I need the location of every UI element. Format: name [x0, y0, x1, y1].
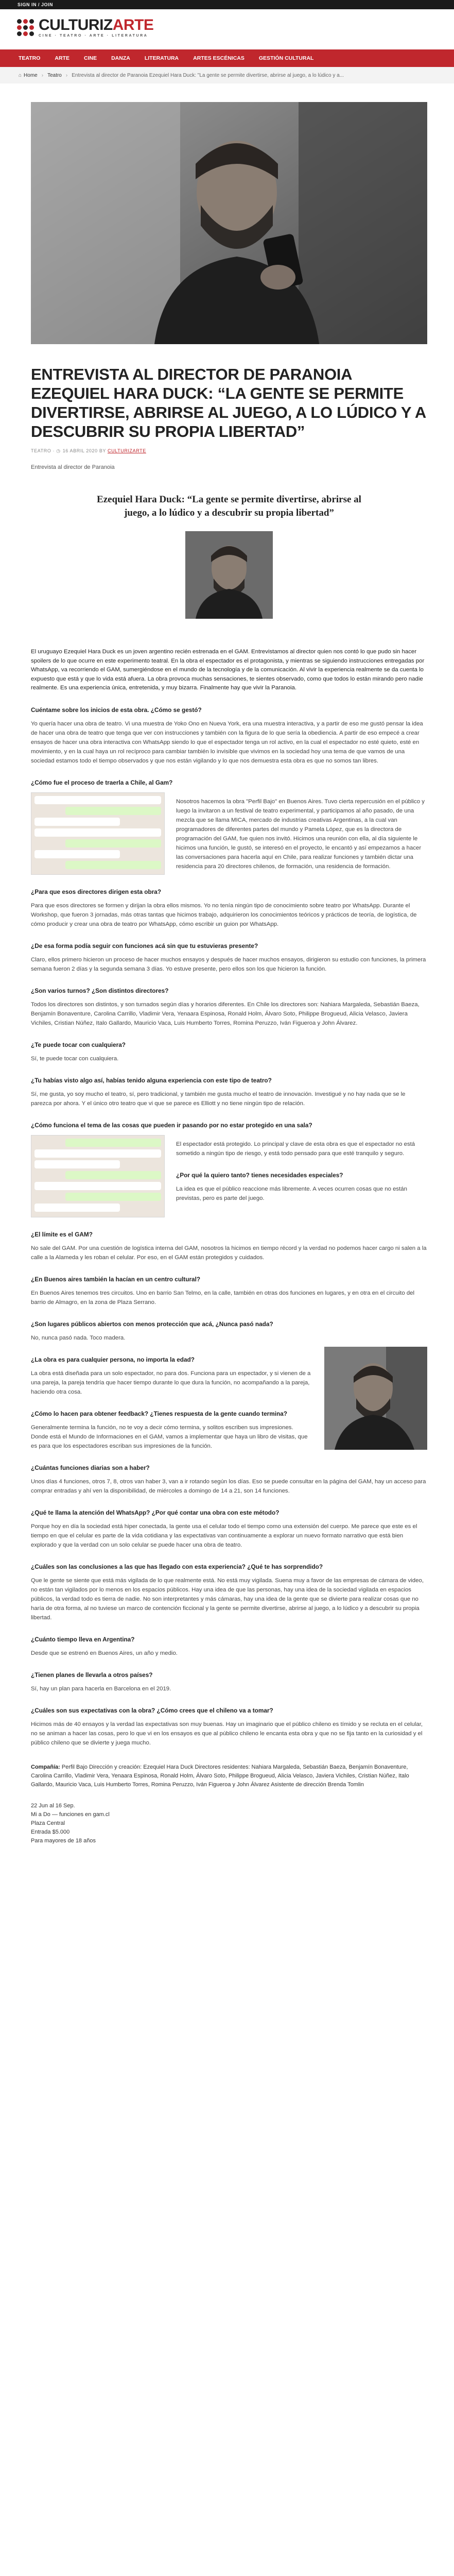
article-author-link[interactable]: CULTURIZARTE — [107, 448, 146, 453]
answer: La idea es que el público reaccione más libremente. A veces ocurren cosas que no están previstas, pero es parte del juego. — [176, 1185, 407, 1201]
question: ¿Cuáles son las conclusiones a las que has llegado con esta experiencia? ¿Qué te has sorprendido? — [31, 1563, 323, 1570]
question: ¿En Buenos aires también la hacían en un centro cultural? — [31, 1275, 201, 1283]
answer: No, nunca pasó nada. Toco madera. — [31, 1334, 126, 1341]
top-bar — [0, 0, 454, 9]
question: ¿Qué te llama la atención del WhatsApp? ¿Por qué contar una obra con este método? — [31, 1509, 280, 1516]
question: ¿Cómo lo hacen para obtener feedback? ¿Tienes respuesta de la gente cuando termina? — [31, 1410, 287, 1417]
question: ¿De esa forma podía seguir con funciones acá sin que tu estuvieras presente? — [31, 942, 258, 950]
breadcrumb-current: Entrevista al director de Paranoia Ezequiel Hara Duck: "La gente se permite divertirse, abrirse al juego, a lo lúdico y a... — [72, 72, 344, 78]
credits-text: Perfil Bajo Dirección y creación: Ezequiel Hara Duck Directores residentes: Nahiara Margaleda, Sebastián Baeza, Benjamín Bonaventure, Carolina Carrillo, Vladimir Vera, Yenaara Espinosa, Ronald Holm, Álvaro Soto, Philippe Brogueud, Alicia Velasco, Javiera Vichiles, Cristian Núñez, Italo Gallardo, Mauricio Vaca, Luis Humberto Torres, Romina Peruzzo, Iván Figueroa y John Álvarez Asistente de dirección Brenda Tomlin — [31, 1764, 409, 1788]
brand-header — [0, 9, 454, 49]
home-icon[interactable]: ⌂ — [19, 72, 22, 78]
breadcrumb-home[interactable]: Home — [24, 72, 38, 78]
question: ¿Tienen planes de llevarla a otros países? — [31, 1671, 153, 1679]
question: ¿El límite es el GAM? — [31, 1230, 93, 1238]
logo-wordmark — [39, 18, 153, 38]
director-photo-side — [324, 1347, 427, 1450]
credits — [31, 1763, 427, 1789]
breadcrumb — [0, 67, 454, 83]
answer: Yo quería hacer una obra de teatro. Vi una muestra de Yoko Ono en Nueva York, era una muestra interactiva, y a partir de eso me gustó pensar la idea de hacer una obra de teatro que tenga que ver con instrucciones y también con la figura de lo que sería la obediencia. A partir de eso empecé a crear ensayos de hacer una obra interactiva con WhatsApp siendo lo que el espectador tenga un rol activo, en la cual el espectador no esté quieto, esté en movimiento, y en la cual haya un rol recíproco para cambiar también lo invisible que vivimos en la sociedad hoy una tema de que vamos de una sociedad estamos todo el tiempo observados y que nos están vigilando y lo que nos demuestra esta obra es que no somos tan libres. — [31, 720, 423, 764]
answer: Unos días 4 funciones, otros 7, 8, otros van haber 3, van a ir rotando según los días. Eso se puede consultar en la página del GAM, hay un acceso para comprar entradas y ahí ven la disponibilidad, de miércoles a domingo de 14 a 21, son 14 funciones. — [31, 1478, 426, 1494]
article-subtitle: Entrevista al director de Paranoia — [31, 464, 115, 470]
question: ¿Son lugares públicos abiertos con menos protección que acá, ¿Nunca pasó nada? — [31, 1320, 273, 1328]
breadcrumb-separator-icon: › — [41, 72, 44, 78]
credits-label: Compañía: — [31, 1764, 60, 1770]
answer: La obra está diseñada para un solo espectador, no para dos. Funciona para un espectador, y si vienen de a una pareja, la pareja tendría que hacer tiempo durante lo que dura la función, no acompañando a la pareja, haciendo otra cosa. — [31, 1370, 311, 1395]
director-portrait — [185, 531, 273, 619]
article-by: BY — [99, 448, 106, 453]
answer: Para que esos directores se formen y dirijan la obra ellos mismos. Yo no tenía ningún tipo de conocimiento sobre teatro por WhatsApp. Durante el Workshop, que fueron 3 jornadas, más otras tantas que hicimos trabajo, adquirieron los conocimientos teóricos y prácticos de teoría, de logística, de cómo producir y crear una obra de teatro por WhatsApp, cómo escribir un guion por WhatsApp. — [31, 902, 417, 927]
answer: El espectador está protegido. Lo principal y clave de esta obra es que el espectador no está sometido a ningún tipo de riesgo, y está todo pensado para que esté tranquilo y seguro. — [176, 1141, 415, 1157]
breadcrumb-separator-icon: › — [65, 72, 68, 78]
answer: Porque hoy en día la sociedad está hiper conectada, la gente usa el celular todo el tiempo como una extensión del cuerpo. Me parece que este es el tiempo en que el celular es parte de la vida cotidiana y las expectativas van continuamente a explorar un nuevo formato narrativo que está bien explorado y que la verdad con un solo celular se puede hacer una obra de teatro. — [31, 1523, 417, 1548]
answer: Sí, me gusta, yo soy mucho el teatro, sí, pero tradicional, y también me gusta mucho el teatro de innovación. Investigué y no hay nada que se le parezca por ahora. Y el único otro teatro que vi que se parece es Elliott y no tiene ningún tipo de relación. — [31, 1091, 406, 1107]
event-venue: Plaza Central — [31, 1820, 65, 1826]
event-age: Para mayores de 18 años — [31, 1837, 96, 1844]
question: ¿Cómo fue el proceso de traerla a Chile, al Gam? — [31, 778, 173, 786]
whatsapp-screenshot-block — [31, 792, 427, 875]
answer: Que le gente se siente que está más vigilada de lo que realmente está. No está muy vigilada. Suena muy a favor de las empresas de cámara de video, no están tan vigilados por lo menos en los espacios públicos. Hay una idea de que las personas, hay una idea de la sociedad vigilada en espacios públicos, la verdad todo es tierra de nadie. No son interpretantes y más cámaras, hay una idea de la gente que se divierte para realizar cosas que no haría de otra forma, al no tuviese un marco de contención ficcional y la gente se permite divertirse, abrirse al juego, a lo lúdico y a descubrir su propia libertad. — [31, 1577, 424, 1621]
sign-in-link[interactable]: SIGN IN / JOIN — [18, 2, 54, 7]
answer: En Buenos Aires tenemos tres circuitos. Uno en barrio San Telmo, en la calle, también en otras dos funciones en lugares, y en otra en el circuito del barrio de Almagro, en la zona de Plaza Serrano. — [31, 1290, 415, 1306]
answer: Nosotros hacemos la obra "Perfil Bajo" en Buenos Aires. Tuvo cierta repercusión en el público y luego la invitaron a un festival de teatro experimental, y participamos al año pasado, de una mezcla que se llama MICA, mercado de industrias creativas Argentinas, a la cual van programadores de diferentes partes del mundo y Pamela López, que es la directora de programación del GAM, fue quien nos invitó. Hicimos una reunión con ella, al día siguiente le hicimos una función, le gustó, se interesó en el proyecto, le encantó y así empezamos a hacer las conversaciones para hacerla aquí en Chile, para realizar funciones y también dictar una residencia para 20 directores chilenos, de formación, una residencia de formación. — [176, 798, 425, 870]
answer: Claro, ellos primero hicieron un proceso de hacer muchos ensayos y después de hacer muchos ensayos, dirigieron su estudio con funciones, la primera semana fueron 2 días y la segunda semana 3 días. Yo estuve presente, pero ellos son los que hicieron la función. — [31, 956, 426, 972]
breadcrumb-section[interactable]: Teatro — [47, 72, 62, 78]
article-category[interactable]: TEATRO — [31, 448, 51, 453]
article-quote-title: Ezequiel Hara Duck: “La gente se permite divertirse, abrirse al juego, a lo lúdico y a descubrir su propia libertad” — [97, 494, 361, 518]
question: Cuéntame sobre los inicios de esta obra. ¿Cómo se gestó? — [31, 706, 202, 714]
article-lead: El uruguayo Ezequiel Hara Duck es un joven argentino recién estrenada en el GAM. Entrevistamos al director quien nos contó lo que pudo sin hacer spoilers de lo que ocurre en este experimento teatral. En la obra el espectador es el protagonista, y mientras se siguiendo instrucciones entregadas por WhatsApp, va recorriendo el GAM, sumergiéndose en el mundo de la tecnología y de la comunicación. Al vivir la experiencia realmente se da cuenta lo expuesto que está y que lo vida está afuera. La obra provoca muchas sensaciones, te sientes observado, como que todos lo están mirando pero nadie realmente. Es una experiencia única, entretenida, y muy bizarra. Finalmente hay que vivir la Paranoia. — [31, 649, 425, 691]
question: ¿Cómo funciona el tema de las cosas que pueden ir pasando por no estar protegido en una sala? — [31, 1121, 312, 1129]
article-date: 16 ABRIL 2020 — [62, 448, 98, 453]
logo-tagline: CINE · TEATRO · ARTE · LITERATURA — [39, 34, 148, 38]
event-info — [31, 1802, 427, 1845]
whatsapp-screenshot-image — [31, 792, 165, 875]
nav-item-teatro[interactable]: TEATRO — [19, 55, 41, 61]
article-meta: TEATRO · ◷ 16 ABRIL 2020 BY CULTURIZARTE — [31, 448, 146, 453]
question: ¿Son varios turnos? ¿Son distintos directores? — [31, 987, 169, 994]
question: ¿Cuánto tiempo lleva en Argentina? — [31, 1635, 135, 1643]
question: ¿La obra es para cualquier persona, no importa la edad? — [31, 1355, 195, 1363]
answer: Sí, hay un plan para hacerla en Barcelona en el 2019. — [31, 1685, 171, 1692]
question: ¿Tu habías visto algo así, habías tenido alguna experiencia con este tipo de teatro? — [31, 1076, 272, 1084]
hero-photo — [31, 102, 427, 344]
site-logo[interactable] — [17, 18, 153, 38]
logo-name-accent: ARTE — [112, 16, 154, 33]
event-schedule: Mi a Do — funciones en gam.cl — [31, 1811, 110, 1818]
answer: No sale del GAM. Por una cuestión de logística interna del GAM, nosotros la hicimos en tiempo récord y la verdad no podemos hacer cargo ni salen a la calle a la Alameda y les roban el celular. Por eso, en el GAM están protegidos y cuidados. — [31, 1245, 427, 1261]
answer: Sí, te puede tocar con cualquiera. — [31, 1055, 119, 1062]
event-dates: 22 Jun al 16 Sep. — [31, 1802, 75, 1809]
answer: Hicimos más de 40 ensayos y la verdad las expectativas son muy buenas. Hay un imaginario que el público chileno es tímido y se recluta en el celular, no se animan a hacer las cosas, pero lo que vi en los ensayos es que al público chileno le encanta esta obra y que no se fija tanto en la curiosidad y el público chileno que se divierte y juega mucho. — [31, 1721, 423, 1746]
question: ¿Por qué la quiero tanto? tienes necesidades especiales? — [176, 1171, 343, 1179]
logo-dots-icon — [17, 19, 34, 37]
logo-name-prefix: CULTURIZ — [39, 16, 113, 33]
event-price: Entrada $5.000 — [31, 1828, 70, 1835]
main-nav — [0, 49, 454, 67]
calendar-icon: ◷ — [56, 448, 61, 453]
whatsapp-screenshot-image — [31, 1135, 165, 1217]
question: ¿Para que esos directores dirigen esta obra? — [31, 888, 162, 895]
answer: Generalmente termina la función, no te voy a decir cómo termina, y solitos escriben sus impresiones. Donde está el Mundo de Informaciones en el GAM, vamos a implementar que haya un libro de visitas, que es para que los espectadores escriban sus impresiones de la función. — [31, 1424, 308, 1449]
nav-item-artes-escenicas[interactable]: ARTES ESCÉNICAS — [193, 55, 245, 61]
question: ¿Te puede tocar con cualquiera? — [31, 1041, 126, 1048]
nav-item-arte[interactable]: ARTE — [55, 55, 69, 61]
whatsapp-screenshot-block — [31, 1135, 427, 1217]
article — [31, 102, 427, 1845]
answer: Desde que se estrenó en Buenos Aires, un año y medio. — [31, 1650, 178, 1656]
nav-item-literatura[interactable]: LITERATURA — [144, 55, 179, 61]
interview-body — [31, 705, 427, 1748]
answer: Todos los directores son distintos, y son turnados según días y horarios diferentes. En Chile los directores son: Nahiara Margaleda, Sebastián Baeza, Benjamín Bonaventure, Carolina Carrillo, Vladimir Vera, Yenaara Espinosa, Ronald Holm, Álvaro Soto, Philippe Brogueud, Alicia Velasco, Javiera Vichiles, Cristian Núñez, Italo Gallardo, Mauricio Vaca, Luis Humberto Torres, Romina Peruzzo, Iván Figueroa y John Álvarez. — [31, 1001, 420, 1026]
nav-item-danza[interactable]: DANZA — [111, 55, 130, 61]
question: ¿Cuántas funciones diarias son a haber? — [31, 1464, 150, 1471]
nav-item-gestion-cultural[interactable]: GESTIÓN CULTURAL — [258, 55, 314, 61]
question: ¿Cuáles son sus expectativas con la obra? ¿Cómo crees que el chileno va a tomar? — [31, 1706, 273, 1714]
article-title: ENTREVISTA AL DIRECTOR DE PARANOIA EZEQUIEL HARA DUCK: “LA GENTE SE PERMITE DIVERTIRSE, ABRIRSE AL JUEGO, A LO LÚDICO Y A DESCUBRIR SU PROPIA LIBERTAD” — [31, 365, 426, 440]
nav-item-cine[interactable]: CINE — [83, 55, 97, 61]
